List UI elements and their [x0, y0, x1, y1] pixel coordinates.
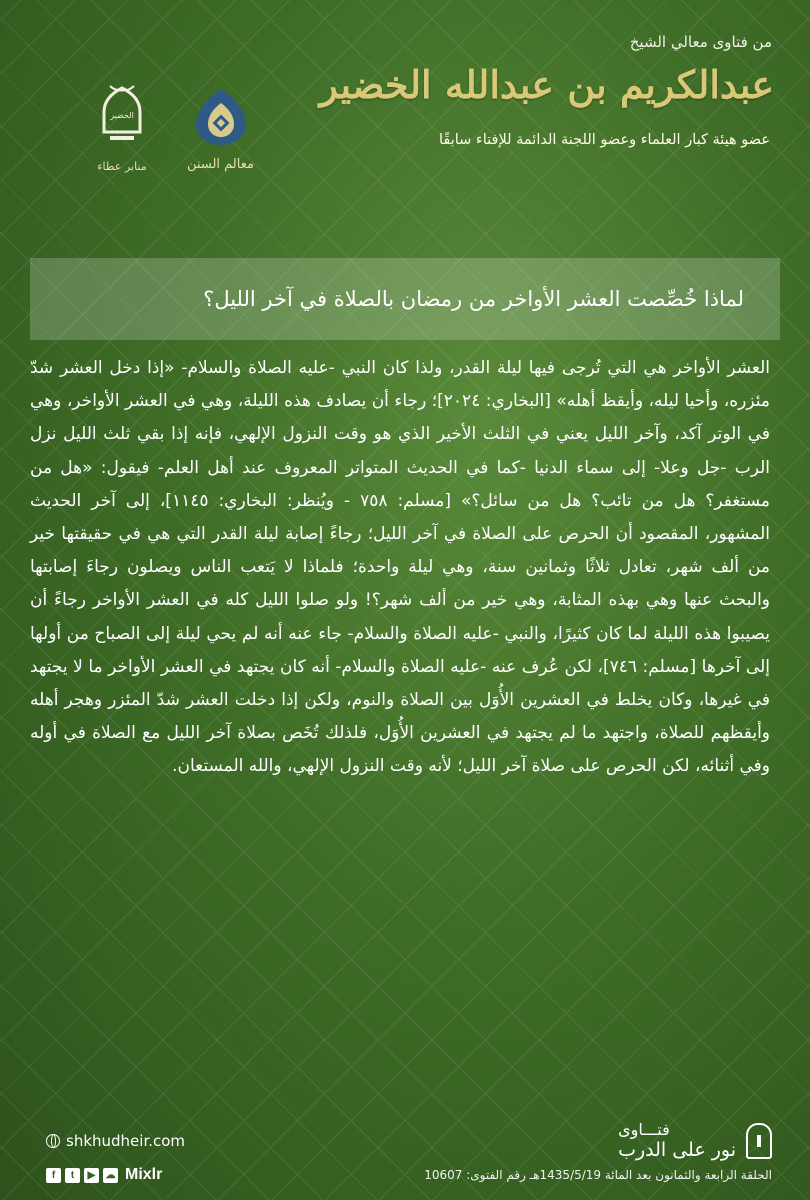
manabir-ataa-logo — [92, 82, 152, 173]
soundcloud-icon[interactable]: ☁ — [103, 1168, 118, 1183]
website-link[interactable] — [46, 1132, 185, 1150]
manabir-ataa-label: منابر عطاء — [97, 160, 147, 173]
social-links — [46, 1166, 162, 1184]
program-badge — [618, 1120, 772, 1161]
answer-text: العشر الأواخر هي التي تُرجى فيها ليلة القدر، ولذا كان النبي -عليه الصلاة والسلام- «إذا دخل العشر شدّ مئزره، وأحيا ليله، وأيقظ أهله» [البخاري: ٢٠٢٤]؛ رجاء أن يصادف هذه الليلة، وهي في العشر الأواخر، وهي في الوتر آكد، وآخر الليل يعني في الثلث الأخير الذي هو وقت النزول الإلهي، فإنه إذا بقي ثلث الليل نزل الرب -جل وعلا- إلى سماء الدنيا -كما في الحديث المتواتر المعروف عند أهل العلم- فيقول: «هل من مستغفر؟ هل من تائب؟ هل من سائل؟» [مسلم: ٧٥٨ - ويُنظر: البخاري: ١١٤٥]، إلى آخر الحديث المشهور، المقصود أن الحرص على الصلاة في آخر الليل؛ رجاءً إصابة ليلة القدر التي هي في حقيقتها خير من ألف شهر، تعادل ثلاثًا وثمانين سنة، وهي ليلة واحدة؛ فلماذا لا يَتعب الناس ويصلون رجاءَ إصابتها والبحث عنها وهي بهذه المثابة، وهي خير من ألف شهر؟! ولو صلوا الليل كله في العشر الأواخر رجاءً أن يصيبوا هذه الليلة لما كان كثيرًا، والنبي -عليه الصلاة والسلام- جاء عنه أنه لم يحي ليلة إلى الصباح من أولها إلى آخرها [مسلم: ٧٤٦]، لكن عُرف عنه -عليه الصلاة والسلام- أنه كان يجتهد في العشر الأواخر ما لا يجتهد في غيرها، وكان يخلط في العشرين الأُوَل بين الصلاة والنوم، ولكن إذا دخلت العشر شدّ المئزر وهجر أهله وأيقظهم للصلاة، واجتهد ما لم يجتهد في العشرين الأُوَل، فلذلك تُخَص بصلاة آخر الليل مع الصلاة في أوله وفي أثنائه، لكن الحرص على صلاة آخر الليل؛ لأنه وقت النزول الإلهي، والله المستعان. — [30, 358, 771, 777]
sheikh-name-calligraphy: عبدالكريم بن عبدالله الخضير — [319, 62, 774, 107]
globe-icon — [46, 1134, 60, 1148]
episode-info: الحلقة الرابعة والثمانون بعد المائة 1435/5/19هـ رقم الفتوى: 10607 — [424, 1168, 772, 1182]
website-text[interactable]: shkhudheir.com — [66, 1132, 186, 1150]
program-name: نور على الدرب — [618, 1139, 736, 1161]
footer — [0, 1110, 810, 1200]
mixlr-link[interactable]: Mixlr — [125, 1166, 163, 1183]
from-fatwas-label: من فتاوى معالي الشيخ — [629, 33, 772, 51]
program-top-label: فتـــاوى — [618, 1120, 670, 1139]
maalim-sunan-label: معالم السنن — [187, 157, 254, 172]
facebook-icon[interactable]: f — [46, 1168, 61, 1183]
header — [0, 0, 810, 240]
twitter-icon[interactable]: t — [65, 1168, 80, 1183]
answer-body — [30, 352, 770, 784]
question-box — [30, 258, 780, 340]
manabir-ataa-icon — [96, 82, 148, 152]
program-titles — [618, 1120, 736, 1161]
maalim-sunan-icon — [186, 85, 256, 147]
maalim-sunan-logo — [183, 85, 258, 172]
program-logo-icon — [746, 1123, 772, 1159]
atta-seal-text: الخضير — [110, 111, 134, 120]
sheikh-title: عضو هيئة كبار العلماء وعضو اللجنة الدائمة للإفتاء سابقًا — [438, 132, 770, 148]
youtube-icon[interactable]: ▶ — [84, 1168, 99, 1183]
question-text: لماذا خُصِّصت العشر الأواخر من رمضان بالصلاة في آخر الليل؟ — [203, 287, 744, 311]
